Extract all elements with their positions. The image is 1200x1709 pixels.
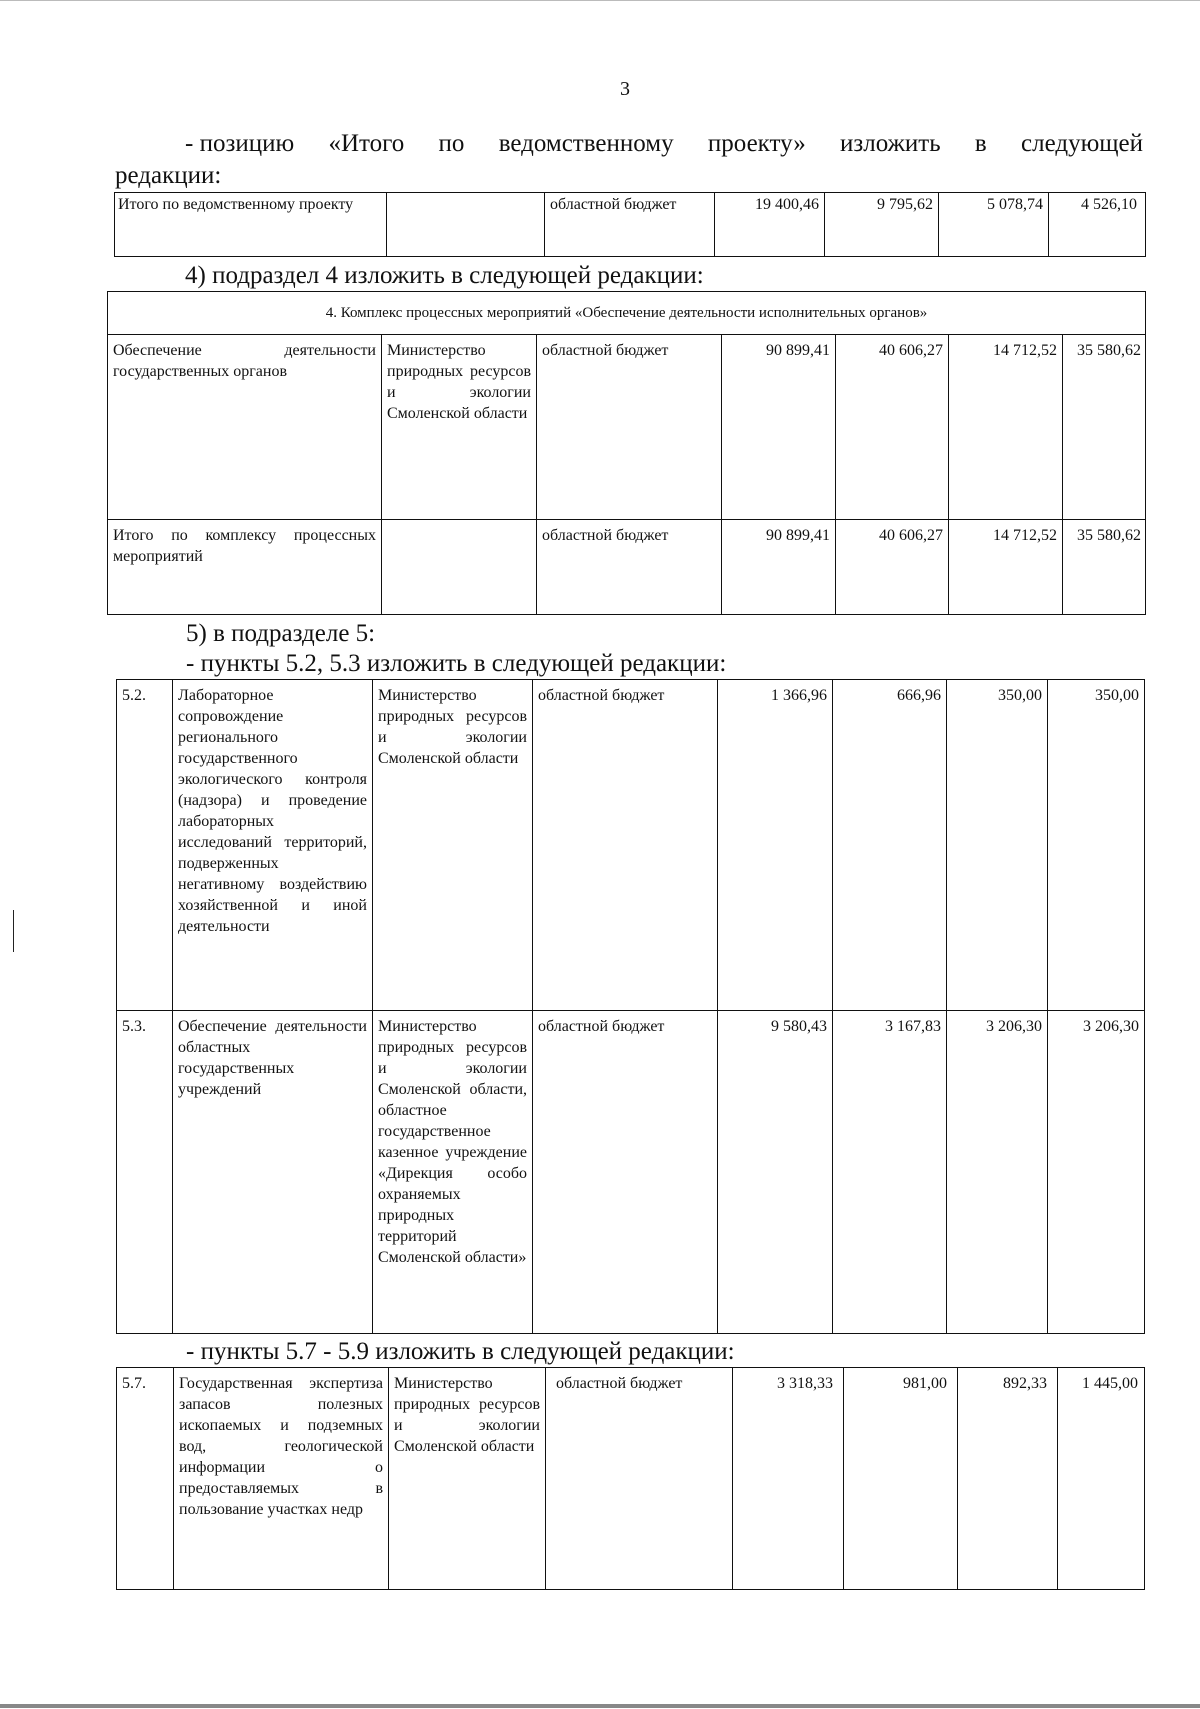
cell-name: Итого по ведомственному проекту — [115, 193, 387, 257]
cell-year-3: 4 526,10 — [1049, 193, 1146, 257]
cell-name: Обеспечение деятельности областных государственных учреждений — [173, 1011, 373, 1334]
cell-index: 5.3. — [117, 1011, 173, 1334]
cell-index: 5.2. — [117, 680, 173, 1011]
table-row — [117, 1368, 1145, 1590]
intro-line-2: редакции: — [115, 162, 222, 189]
cell-year-2: 14 712,52 — [949, 520, 1063, 615]
table-section-5-items — [116, 679, 1145, 1334]
cell-year-1: 666,96 — [833, 680, 947, 1011]
cell-name: Государственная экспертиза запасов полезных ископаемых и подземных вод, геологической информации о предоставляемых в пользование участках недр — [174, 1368, 389, 1590]
cell-responsible: Министерство природных ресурсов и экологии Смоленской области — [373, 680, 533, 1011]
page-number: 3 — [620, 78, 630, 100]
table-row — [117, 680, 1145, 1011]
cell-year-1: 40 606,27 — [836, 520, 949, 615]
intro-word: - позицию — [185, 130, 295, 157]
cell-year-3: 3 206,30 — [1048, 1011, 1145, 1334]
cell-source: областной бюджет — [546, 1368, 733, 1590]
intro-word: «Итого — [328, 130, 405, 157]
cell-source: областной бюджет — [537, 335, 722, 520]
intro-line-1 — [185, 130, 1143, 158]
cell-name: Обеспечение деятельности государственных органов — [108, 335, 382, 520]
table-section-4 — [107, 291, 1146, 615]
intro-word: ведомственному — [498, 130, 674, 157]
cell-name: Лабораторное сопровождение регионального государственного экологического контроля (надзора) и проведение лабораторных исследований территорий, подверженных негативному воздействию хозяйственной и иной деятельности — [173, 680, 373, 1011]
table-section-5-items-2 — [116, 1367, 1145, 1590]
scan-top-edge — [0, 0, 1200, 1]
table-row — [108, 335, 1146, 520]
cell-year-1: 3 167,83 — [833, 1011, 947, 1334]
cell-year-2: 5 078,74 — [939, 193, 1049, 257]
intro-word: в — [974, 130, 987, 157]
cell-year-3: 1 445,00 — [1058, 1368, 1145, 1590]
cell-total: 9 580,43 — [718, 1011, 833, 1334]
cell-total: 19 400,46 — [715, 193, 825, 257]
cell-year-3: 35 580,62 — [1063, 520, 1146, 615]
table-row — [108, 520, 1146, 615]
cell-responsible — [382, 520, 537, 615]
cell-year-2: 350,00 — [947, 680, 1048, 1011]
cell-total: 90 899,41 — [722, 335, 836, 520]
cell-name: Итого по комплексу процессных мероприятий — [108, 520, 382, 615]
section-5-subheading-2: - пункты 5.7 - 5.9 изложить в следующей редакции: — [186, 1338, 735, 1365]
cell-total: 90 899,41 — [722, 520, 836, 615]
intro-word: изложить — [840, 130, 941, 157]
scan-bottom-edge — [0, 1704, 1200, 1708]
cell-index: 5.7. — [117, 1368, 174, 1590]
cell-source: областной бюджет — [533, 1011, 718, 1334]
cell-source: областной бюджет — [537, 520, 722, 615]
cell-total: 1 366,96 — [718, 680, 833, 1011]
table-row — [117, 1011, 1145, 1334]
cell-year-1: 9 795,62 — [825, 193, 939, 257]
section-5-heading: 5) в подразделе 5: — [186, 620, 376, 647]
cell-year-2: 3 206,30 — [947, 1011, 1048, 1334]
cell-year-2: 14 712,52 — [949, 335, 1063, 520]
cell-year-2: 892,33 — [958, 1368, 1058, 1590]
intro-word: по — [438, 130, 465, 157]
table-header-row — [108, 292, 1146, 335]
section-5-subheading-1: - пункты 5.2, 5.3 изложить в следующей редакции: — [186, 650, 727, 677]
section-4-heading: 4) подраздел 4 изложить в следующей редакции: — [185, 262, 704, 289]
cell-source: областной бюджет — [533, 680, 718, 1011]
cell-year-3: 350,00 — [1048, 680, 1145, 1011]
cell-source: областной бюджет — [545, 193, 715, 257]
cell-responsible — [387, 193, 545, 257]
cell-responsible: Министерство природных ресурсов и экологии Смоленской области, областное государственное казенное учреждение «Дирекция особо охраняемых природных территорий Смоленской области» — [373, 1011, 533, 1334]
cell-responsible: Министерство природных ресурсов и экологии Смоленской области — [389, 1368, 546, 1590]
cell-responsible: Министерство природных ресурсов и экологии Смоленской области — [382, 335, 537, 520]
section-4-header: 4. Комплекс процессных мероприятий «Обеспечение деятельности исполнительных органов» — [108, 292, 1146, 335]
table-row — [115, 193, 1146, 257]
table-vedomstvenny-proekt — [114, 192, 1146, 257]
cell-year-1: 981,00 — [844, 1368, 958, 1590]
cell-year-3: 35 580,62 — [1063, 335, 1146, 520]
intro-word: проекту» — [707, 130, 806, 157]
cell-total: 3 318,33 — [733, 1368, 844, 1590]
cell-year-1: 40 606,27 — [836, 335, 949, 520]
intro-word: следующей — [1021, 130, 1143, 157]
margin-mark — [13, 910, 14, 952]
